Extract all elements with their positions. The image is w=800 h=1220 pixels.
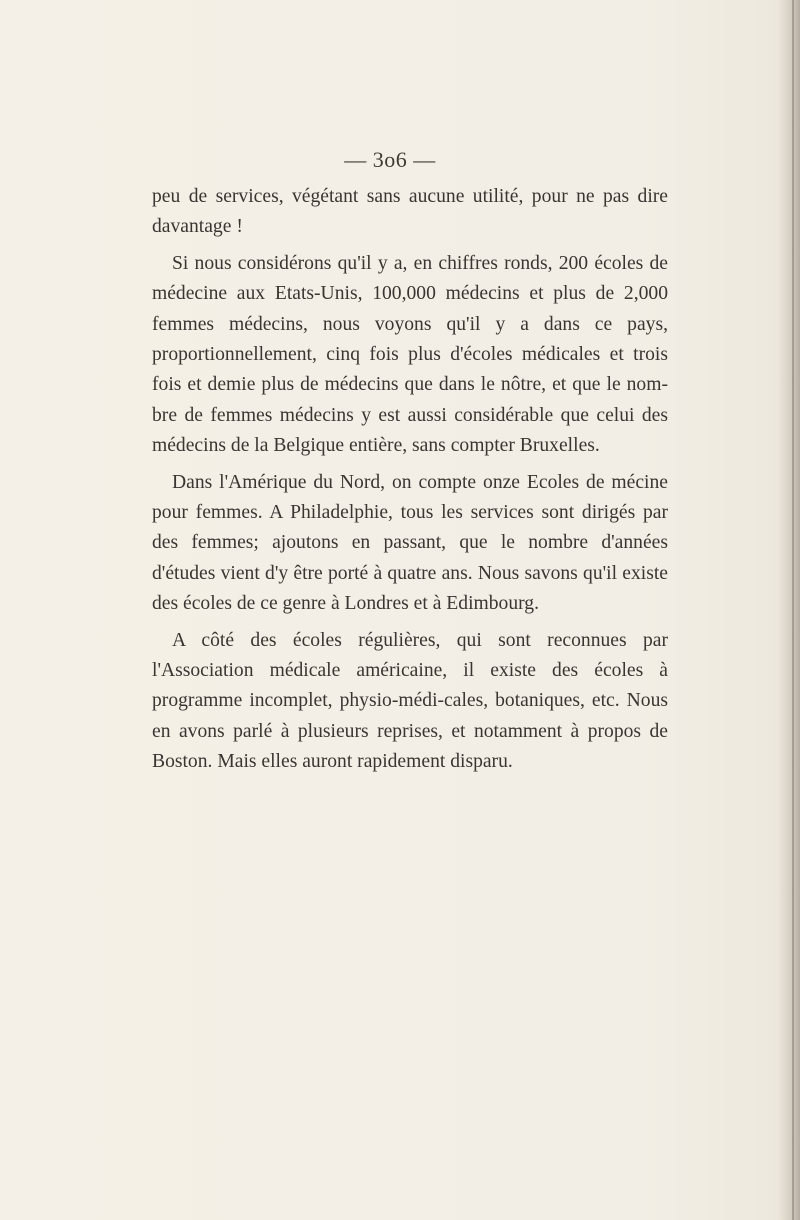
page-number: — 3o6 —	[344, 147, 436, 172]
paragraph-1: peu de services, végétant sans aucune utilité, pour ne pas dire davantage !	[152, 186, 668, 238]
paragraph-2: Si nous considérons qu'il y a, en chiffres ronds, 200 écoles de médecine aux Etats-Unis, 100,000 médecins et plus de 2,000 femmes médecins, nous voyons qu'il y a dans ce pays, proportionnellement, cinq fois plus d'écoles médicales et trois fois et demie plus de médecins que dans le nôtre, et que le nom-bre de femmes médecins y est aussi considérable que celui des médecins de la Belgique entière, sans compter Bruxelles.	[152, 253, 668, 456]
body-text	[152, 182, 668, 777]
paragraph-4: A côté des écoles régulières, qui sont reconnues par l'Association médicale américaine, il existe des écoles à programme incomplet, physio-médi-cales, botaniques, etc. Nous en avons parlé à plusieurs reprises, et notamment à propos de Boston. Mais elles auront rapidement disparu.	[152, 629, 668, 772]
paragraph-3: Dans l'Amérique du Nord, on compte onze Ecoles de mécine pour femmes. A Philadelphie, tous les services sont dirigés par des femmes; ajoutons en passant, que le nombre d'années d'études vient d'y être porté à quatre ans. Nous savons qu'il existe des écoles de ce genre à Londres et à Edimbourg.	[152, 471, 668, 614]
page-edge-shadow	[778, 0, 800, 1220]
page-edge-line	[792, 0, 794, 1220]
